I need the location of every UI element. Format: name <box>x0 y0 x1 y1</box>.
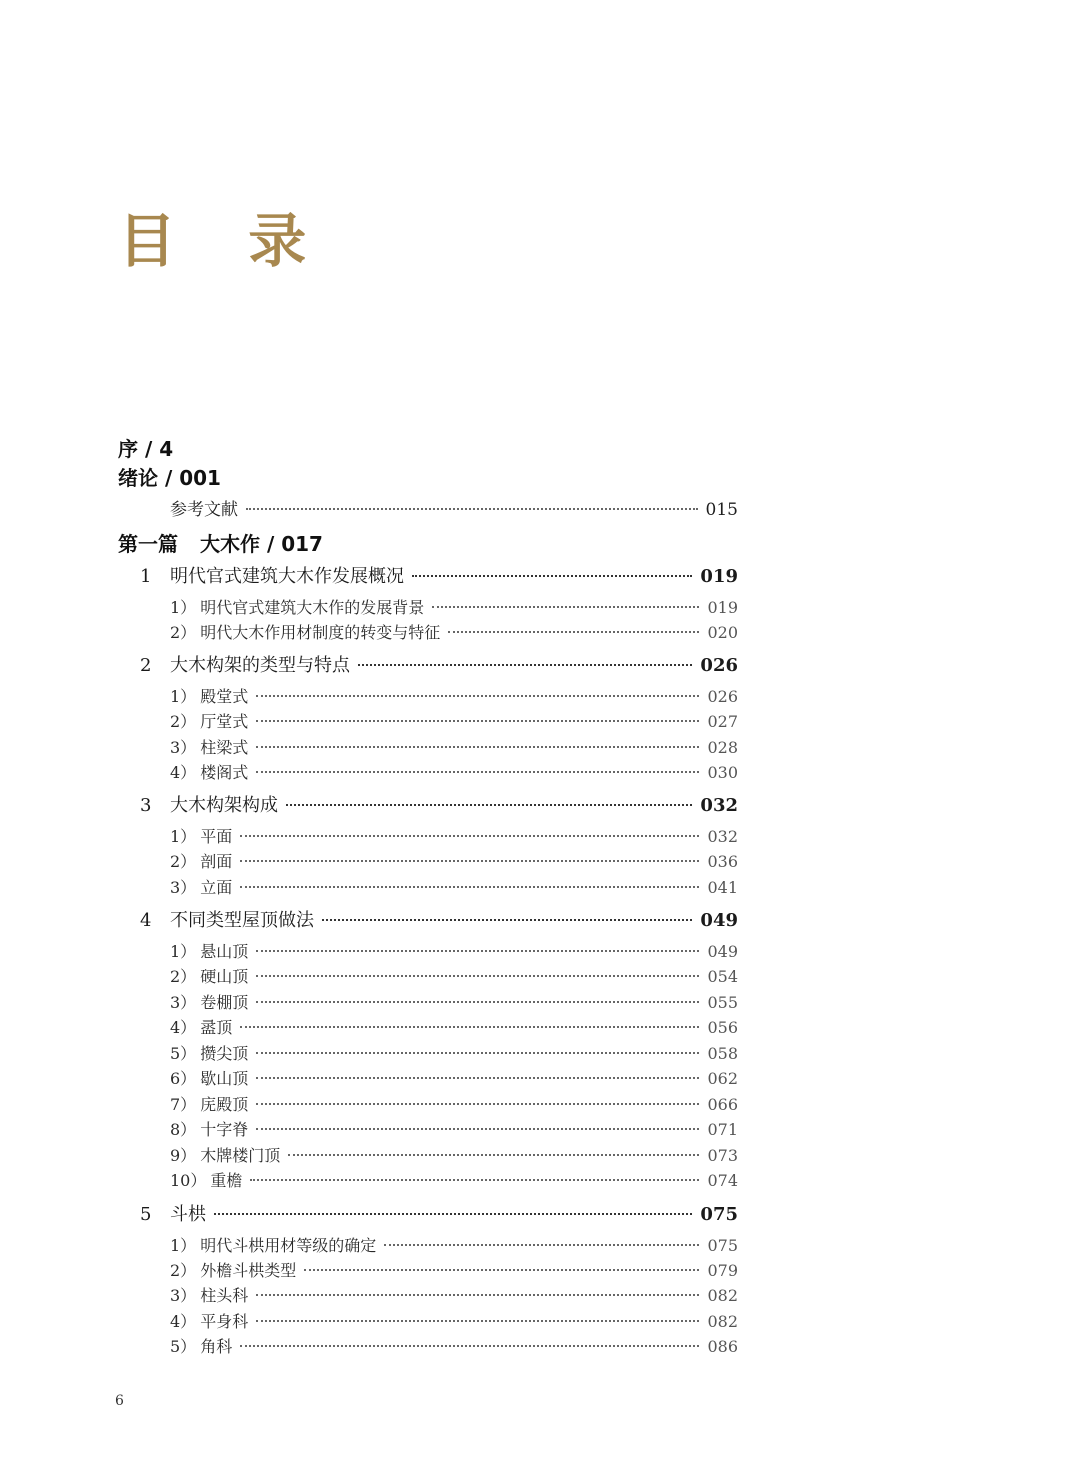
subsection-number: 1） <box>170 1236 197 1255</box>
page-title: 目 录 <box>118 207 333 275</box>
dot-leader <box>304 1253 699 1271</box>
dot-leader <box>256 730 699 748</box>
chapter-title: 大木构架的类型与特点 <box>170 655 350 676</box>
toc-page-number: 030 <box>707 763 738 782</box>
toc-entry-references[interactable] <box>170 495 738 520</box>
subsection-title: 明代官式建筑大木作的发展背景 <box>200 598 425 617</box>
subsection-title: 歇山顶 <box>200 1069 249 1088</box>
toc-page-number: 055 <box>707 993 738 1012</box>
dot-leader <box>256 934 699 952</box>
part-title: 大木作 / 017 <box>200 532 323 556</box>
subsection-number: 1） <box>170 827 197 846</box>
toc-subsection[interactable] <box>170 964 738 987</box>
subsection-title: 外檐斗栱类型 <box>200 1261 297 1280</box>
toc-subsection[interactable] <box>170 1015 738 1038</box>
dot-leader <box>240 844 699 862</box>
toc-page-number: 049 <box>700 910 738 931</box>
dot-leader <box>256 985 699 1003</box>
chapter-number: 3 <box>140 795 152 816</box>
subsection-number: 2） <box>170 1261 197 1280</box>
subsection-number: 5） <box>170 1044 197 1063</box>
subsection-title: 重檐 <box>210 1171 243 1190</box>
subsection-number: 1） <box>170 687 197 706</box>
subsection-number: 1） <box>170 598 197 617</box>
dot-leader <box>246 491 698 510</box>
subsection-title: 立面 <box>200 878 233 897</box>
toc-page-number: 086 <box>707 1337 738 1356</box>
subsection-title: 角科 <box>200 1337 233 1356</box>
subsection-title: 庑殿顶 <box>200 1095 249 1114</box>
toc-page-number: 015 <box>705 500 738 520</box>
chapter-number: 1 <box>140 566 152 587</box>
dot-leader <box>256 959 699 977</box>
dot-leader <box>256 1087 699 1105</box>
toc-subsection[interactable] <box>170 760 738 783</box>
subsection-number: 10） <box>170 1171 207 1190</box>
dot-leader <box>384 1228 699 1246</box>
subsection-number: 2） <box>170 623 197 642</box>
dot-leader <box>256 1061 699 1079</box>
toc-subsection[interactable] <box>170 1168 738 1191</box>
dot-leader <box>240 1329 699 1347</box>
dot-leader <box>288 1138 699 1156</box>
subsection-number: 6） <box>170 1069 197 1088</box>
toc-page-number: 062 <box>707 1069 738 1088</box>
toc-page-number: 066 <box>707 1095 738 1114</box>
subsection-title: 柱梁式 <box>200 738 249 757</box>
toc-chapter-5[interactable] <box>140 1200 738 1226</box>
toc-subsection[interactable] <box>170 1283 738 1306</box>
subsection-number: 4） <box>170 763 197 782</box>
toc-page-number: 019 <box>707 598 738 617</box>
dot-leader <box>240 819 699 837</box>
toc-subsection[interactable] <box>170 875 738 898</box>
subsection-number: 2） <box>170 852 197 871</box>
toc-page-number: 058 <box>707 1044 738 1063</box>
dot-leader <box>240 1010 699 1028</box>
subsection-title: 厅堂式 <box>200 712 249 731</box>
subsection-number: 2） <box>170 967 197 986</box>
toc-page-number: 049 <box>707 942 738 961</box>
dot-leader <box>256 1112 699 1130</box>
subsection-title: 盝顶 <box>200 1018 233 1037</box>
subsection-title: 殿堂式 <box>200 687 249 706</box>
subsection-number: 4） <box>170 1312 197 1331</box>
toc-entry-label: 序 / 4 <box>118 437 174 461</box>
dot-leader <box>256 1304 699 1322</box>
toc-subsection[interactable] <box>170 1334 738 1357</box>
toc-entry-label: 绪论 / 001 <box>118 466 221 490</box>
toc-subsection[interactable] <box>170 1117 738 1140</box>
toc-page-number: 041 <box>707 878 738 897</box>
chapter-number: 5 <box>140 1204 152 1225</box>
subsection-number: 4） <box>170 1018 197 1037</box>
dot-leader <box>432 590 699 608</box>
toc-subsection[interactable] <box>170 1066 738 1089</box>
toc-entry-part-1[interactable] <box>118 528 323 557</box>
toc-page-number: 026 <box>707 687 738 706</box>
toc-page-number: 071 <box>707 1120 738 1139</box>
toc-page-number: 019 <box>700 566 738 587</box>
subsection-title: 卷棚顶 <box>200 993 249 1012</box>
toc-subsection[interactable] <box>170 709 738 732</box>
dot-leader <box>448 615 699 633</box>
chapter-title: 斗栱 <box>170 1204 206 1225</box>
dot-leader <box>240 870 699 888</box>
toc-page-number: 027 <box>707 712 738 731</box>
toc-page-number: 082 <box>707 1286 738 1305</box>
chapter-number: 2 <box>140 655 152 676</box>
dot-leader <box>322 901 692 921</box>
subsection-title: 平身科 <box>200 1312 249 1331</box>
toc-chapter-3[interactable] <box>140 791 738 817</box>
toc-page-number: 028 <box>707 738 738 757</box>
dot-leader <box>256 1278 699 1296</box>
dot-leader <box>214 1195 692 1215</box>
toc-subsection[interactable] <box>170 620 738 643</box>
subsection-number: 7） <box>170 1095 197 1114</box>
dot-leader <box>250 1163 699 1181</box>
toc-entry-title: 参考文献 <box>170 500 238 520</box>
subsection-number: 8） <box>170 1120 197 1139</box>
subsection-title: 明代大木作用材制度的转变与特征 <box>200 623 441 642</box>
subsection-title: 硬山顶 <box>200 967 249 986</box>
dot-leader <box>256 1036 699 1054</box>
part-label: 第一篇 <box>118 532 178 556</box>
subsection-title: 悬山顶 <box>200 942 249 961</box>
page-number: 6 <box>115 1393 124 1409</box>
subsection-number: 2） <box>170 712 197 731</box>
subsection-title: 柱头科 <box>200 1286 249 1305</box>
toc-page-number: 079 <box>707 1261 738 1280</box>
subsection-number: 3） <box>170 878 197 897</box>
toc-subsection[interactable] <box>170 849 738 872</box>
toc-page-number: 026 <box>700 655 738 676</box>
subsection-number: 5） <box>170 1337 197 1356</box>
subsection-title: 楼阁式 <box>200 763 249 782</box>
toc-chapter-4[interactable] <box>140 906 738 932</box>
subsection-title: 平面 <box>200 827 233 846</box>
subsection-title: 明代斗栱用材等级的确定 <box>200 1236 377 1255</box>
toc-entry-preface[interactable] <box>118 433 173 462</box>
toc-chapter-2[interactable] <box>140 651 738 677</box>
subsection-title: 攒尖顶 <box>200 1044 249 1063</box>
toc-page-number: 073 <box>707 1146 738 1165</box>
dot-leader <box>358 646 692 666</box>
dot-leader <box>286 786 692 806</box>
toc-page-number: 032 <box>707 827 738 846</box>
toc-page-number: 056 <box>707 1018 738 1037</box>
dot-leader <box>412 557 692 577</box>
toc-page-number: 075 <box>700 1204 738 1225</box>
toc-entry-introduction[interactable] <box>118 462 221 491</box>
toc-page-number: 074 <box>707 1171 738 1190</box>
chapter-title: 大木构架构成 <box>170 795 278 816</box>
subsection-number: 3） <box>170 738 197 757</box>
toc-chapter-1[interactable] <box>140 562 738 588</box>
chapter-title: 明代官式建筑大木作发展概况 <box>170 566 404 587</box>
toc-page-number: 032 <box>700 795 738 816</box>
subsection-number: 3） <box>170 1286 197 1305</box>
subsection-number: 3） <box>170 993 197 1012</box>
subsection-number: 9） <box>170 1146 197 1165</box>
subsection-number: 1） <box>170 942 197 961</box>
subsection-title: 剖面 <box>200 852 233 871</box>
toc-page-number: 075 <box>707 1236 738 1255</box>
subsection-title: 木牌楼门顶 <box>200 1146 281 1165</box>
chapter-title: 不同类型屋顶做法 <box>170 910 314 931</box>
toc-page-number: 036 <box>707 852 738 871</box>
subsection-title: 十字脊 <box>200 1120 249 1139</box>
toc-page-number: 082 <box>707 1312 738 1331</box>
toc-page-number: 054 <box>707 967 738 986</box>
dot-leader <box>256 679 699 697</box>
dot-leader <box>256 704 699 722</box>
dot-leader <box>256 755 699 773</box>
chapter-number: 4 <box>140 910 152 931</box>
toc-page-number: 020 <box>707 623 738 642</box>
